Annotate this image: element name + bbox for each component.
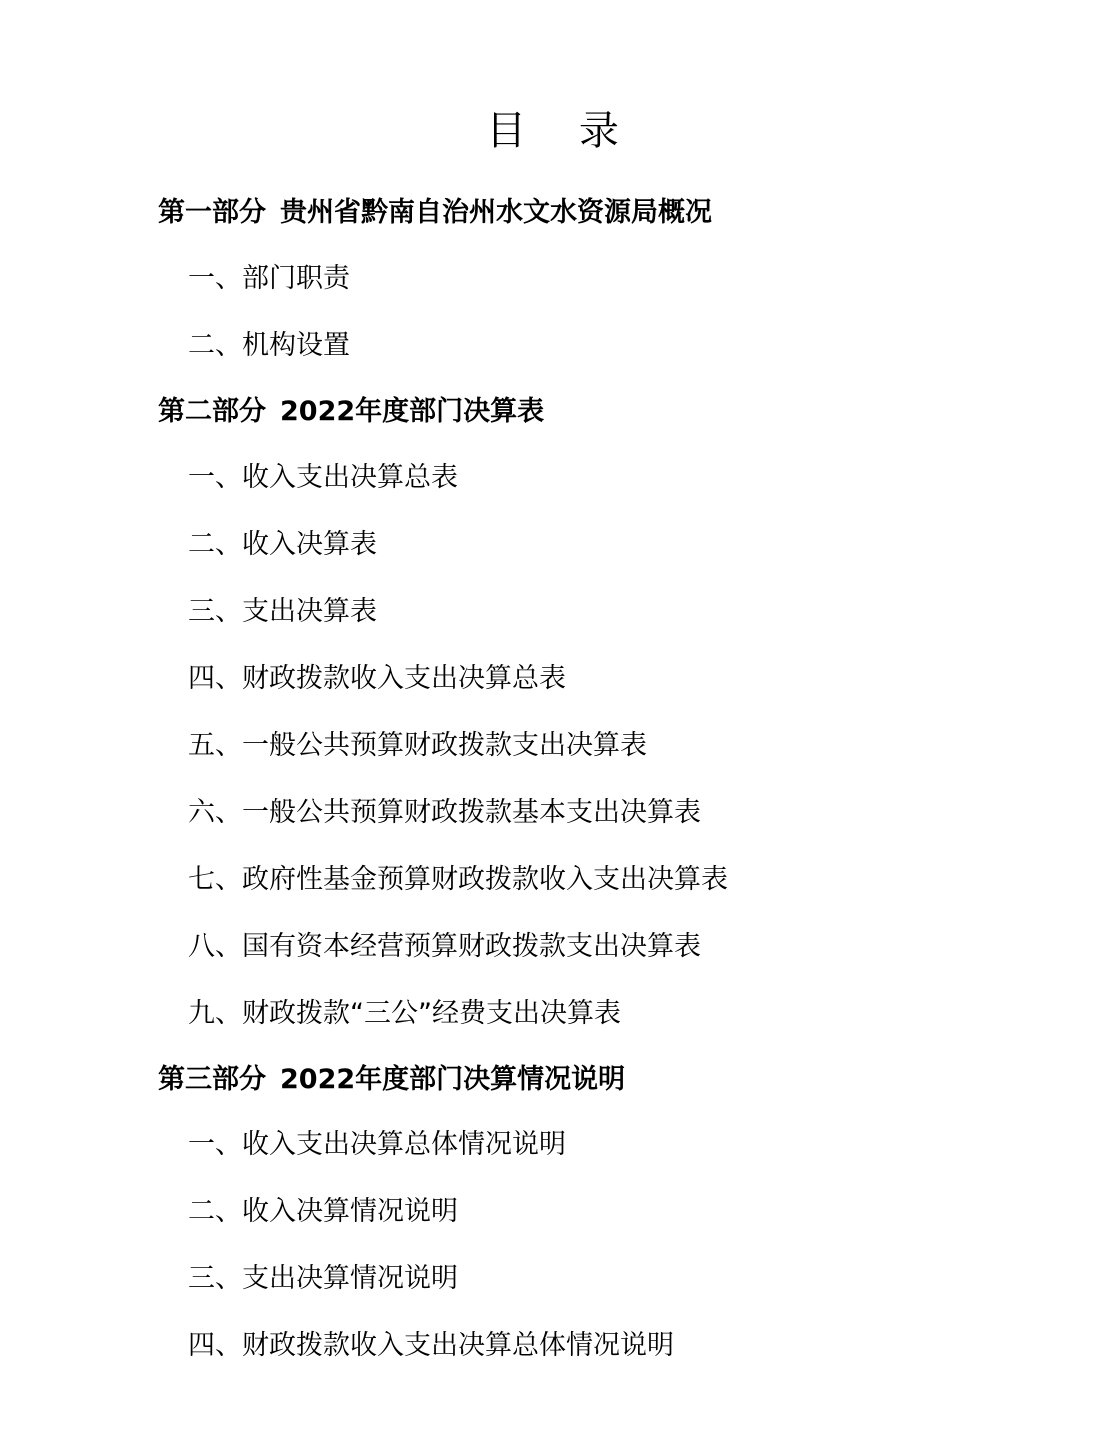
toc-item[interactable]: 五、一般公共预算财政拨款支出决算表: [188, 730, 647, 761]
toc-item[interactable]: 七、政府性基金预算财政拨款收入支出决算表: [188, 864, 728, 895]
part-number: 第二部分: [158, 396, 266, 427]
part-heading[interactable]: [158, 392, 544, 432]
toc-item[interactable]: 三、支出决算情况说明: [188, 1263, 458, 1294]
toc-item[interactable]: 二、收入决算情况说明: [188, 1196, 458, 1227]
toc-item[interactable]: 九、财政拨款“三公”经费支出决算表: [188, 998, 621, 1029]
part-heading[interactable]: [158, 193, 712, 233]
part-title: 贵州省黔南自治州水文水资源局概况: [280, 197, 712, 228]
toc-item[interactable]: 一、收入支出决算总体情况说明: [188, 1129, 566, 1160]
part-number: 第一部分: [158, 197, 266, 228]
toc-item[interactable]: 二、机构设置: [188, 330, 350, 361]
toc-item[interactable]: 六、一般公共预算财政拨款基本支出决算表: [188, 797, 701, 828]
toc-item[interactable]: 八、国有资本经营预算财政拨款支出决算表: [188, 931, 701, 962]
toc-item[interactable]: 一、收入支出决算总表: [188, 462, 458, 493]
part-number: 第三部分: [158, 1064, 266, 1095]
toc-item[interactable]: 四、财政拨款收入支出决算总体情况说明: [188, 1330, 674, 1361]
part-title: 2022年度部门决算表: [280, 396, 545, 427]
part-heading[interactable]: [158, 1060, 625, 1100]
toc-item[interactable]: 三、支出决算表: [188, 596, 377, 627]
toc-item[interactable]: 四、财政拨款收入支出决算总表: [188, 663, 566, 694]
toc-item[interactable]: 二、收入决算表: [188, 529, 377, 560]
toc-item[interactable]: 一、部门职责: [188, 263, 350, 294]
page-title: 目 录: [486, 108, 639, 154]
part-title: 2022年度部门决算情况说明: [280, 1064, 626, 1095]
